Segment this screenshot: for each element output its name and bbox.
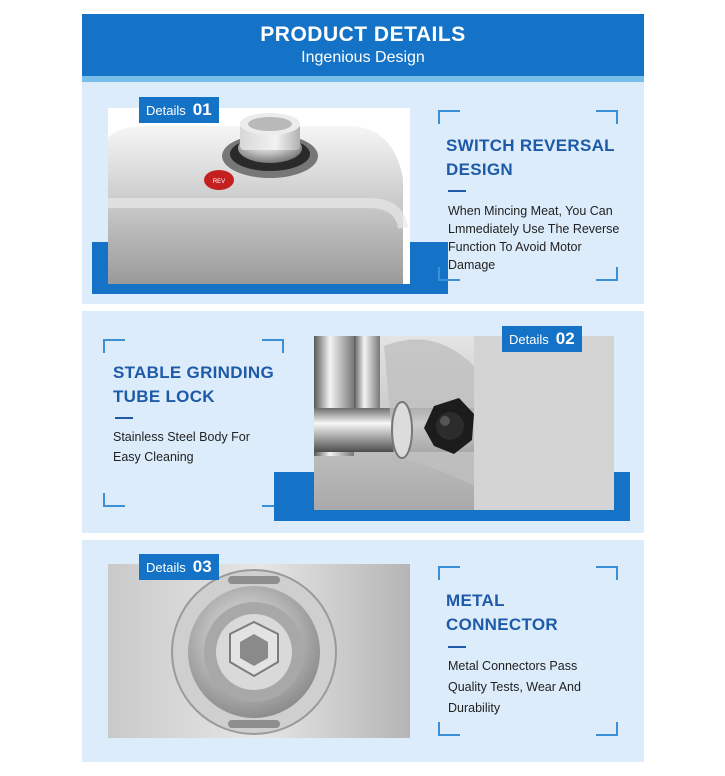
badge-word: Details xyxy=(146,102,186,118)
feature-title xyxy=(446,589,558,637)
frame-corner xyxy=(596,110,618,124)
title-underline xyxy=(448,190,466,192)
frame-corner xyxy=(438,110,460,124)
frame-corner xyxy=(596,722,618,736)
title-line: DESIGN xyxy=(446,160,513,179)
badge-word: Details xyxy=(509,331,549,347)
detail-panel-01 xyxy=(82,82,644,304)
feature-title xyxy=(446,134,615,182)
description-line: Easy Cleaning xyxy=(113,450,194,464)
detail-panel-02 xyxy=(82,311,644,533)
details-badge-02 xyxy=(502,326,582,352)
rev-label: REV xyxy=(212,179,226,185)
badge-word: Details xyxy=(146,559,186,575)
reverse-switch-photo xyxy=(108,108,410,284)
badge-number: 01 xyxy=(192,100,212,119)
frame-corner xyxy=(438,566,460,580)
tube-lock-photo xyxy=(314,336,614,510)
header-banner xyxy=(82,14,644,76)
frame-corner xyxy=(596,566,618,580)
description-line: Stainless Steel Body For xyxy=(113,430,250,444)
description-line: Damage xyxy=(448,258,496,272)
details-badge-01 xyxy=(139,97,219,123)
title-line: SWITCH REVERSAL xyxy=(446,136,615,155)
feature-description xyxy=(448,202,619,274)
title-line: METAL xyxy=(446,591,505,610)
details-badge-03 xyxy=(139,554,219,580)
metal-connector-photo xyxy=(108,564,410,738)
frame-corner xyxy=(103,339,125,353)
title-line: STABLE GRINDING xyxy=(113,363,274,382)
description-line: Lmmediately Use The Reverse xyxy=(448,222,620,236)
page-subtitle: Ingenious Design xyxy=(301,49,425,66)
feature-title xyxy=(113,361,274,409)
badge-number: 02 xyxy=(555,329,575,348)
feature-description xyxy=(448,656,581,719)
description-line: Metal Connectors Pass xyxy=(448,659,578,673)
badge-number: 03 xyxy=(192,557,212,576)
description-line: Durability xyxy=(448,701,501,715)
detail-panel-03 xyxy=(82,540,644,762)
frame-corner xyxy=(438,722,460,736)
page-title: PRODUCT DETAILS xyxy=(260,23,466,46)
description-line: When Mincing Meat, You Can xyxy=(448,204,613,218)
title-underline xyxy=(115,417,133,419)
title-underline xyxy=(448,646,466,648)
title-line: CONNECTOR xyxy=(446,615,558,634)
title-line: TUBE LOCK xyxy=(113,387,215,406)
description-line: Function To Avoid Motor xyxy=(448,240,582,254)
frame-corner xyxy=(103,493,125,507)
frame-corner xyxy=(262,339,284,353)
description-line: Quality Tests, Wear And xyxy=(448,680,581,694)
feature-description xyxy=(113,427,250,467)
